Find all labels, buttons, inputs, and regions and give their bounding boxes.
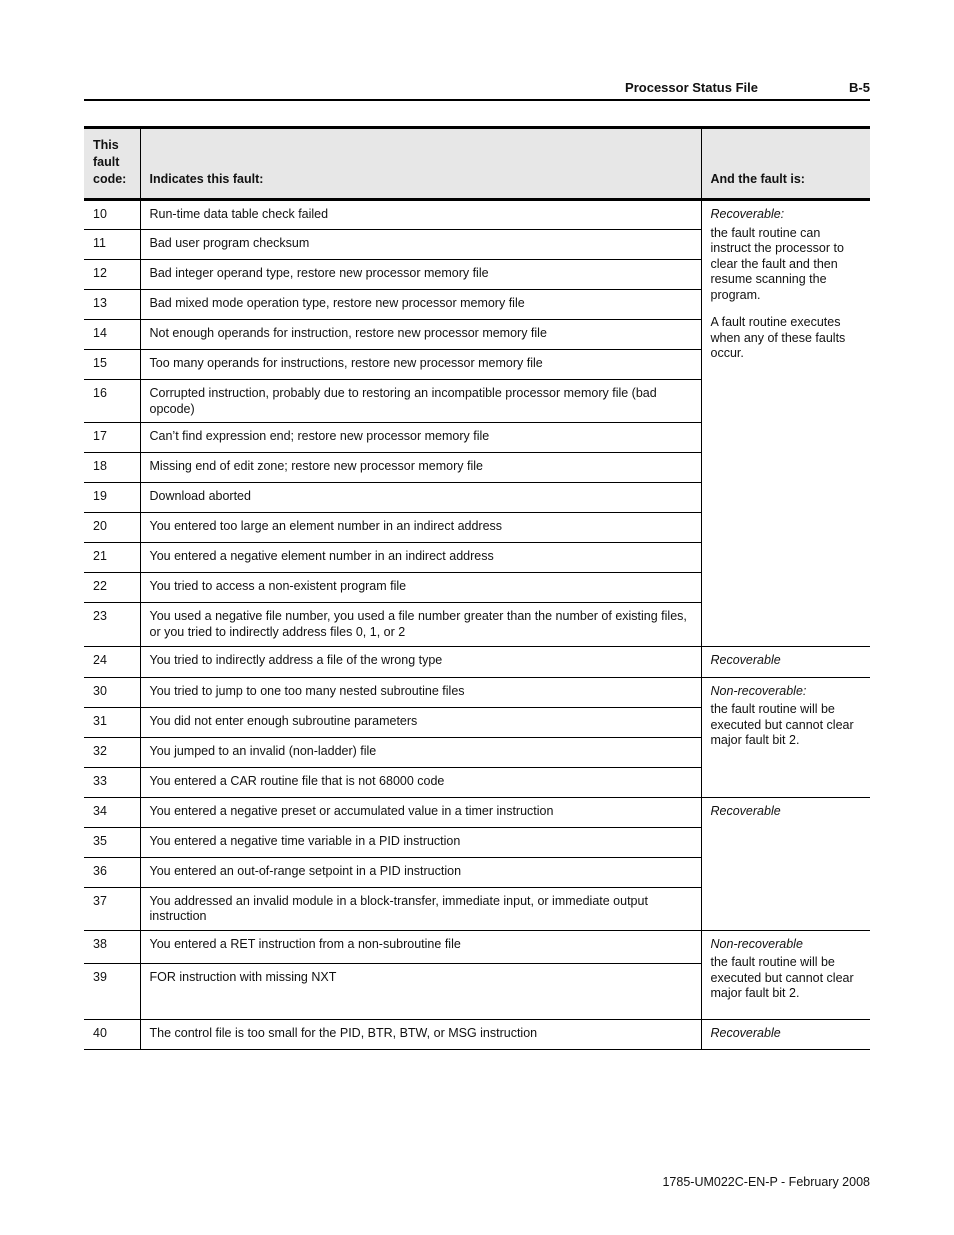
fault-description: You entered a negative element number in an indirect address	[140, 543, 701, 573]
table-row	[84, 1019, 870, 1050]
fault-description: You tried to jump to one too many nested subroutine files	[140, 677, 701, 707]
fault-code: 32	[84, 737, 140, 767]
fault-status	[701, 797, 870, 930]
fault-status-title: Recoverable	[710, 653, 781, 667]
fault-description: You entered a negative preset or accumulated value in a timer instruction	[140, 797, 701, 827]
fault-description: Bad user program checksum	[140, 230, 701, 260]
fault-description: You did not enter enough subroutine parameters	[140, 707, 701, 737]
fault-status-title: Recoverable:	[710, 207, 785, 221]
fault-description: You entered an out-of-range setpoint in a PID instruction	[140, 857, 701, 887]
fault-code: 21	[84, 543, 140, 573]
fault-code-table	[84, 126, 870, 1050]
fault-code: 23	[84, 603, 140, 647]
header-fault-description: Indicates this fault:	[140, 128, 701, 200]
fault-code: 36	[84, 857, 140, 887]
fault-code: 10	[84, 200, 140, 230]
fault-description: You entered a RET instruction from a non-subroutine file	[140, 930, 701, 963]
fault-description: Bad mixed mode operation type, restore new processor memory file	[140, 290, 701, 320]
fault-description: You entered a CAR routine file that is not 68000 code	[140, 767, 701, 797]
fault-description: The control file is too small for the PID, BTR, BTW, or MSG instruction	[140, 1019, 701, 1050]
fault-description: Corrupted instruction, probably due to restoring an incompatible processor memory file (bad opcode)	[140, 380, 701, 423]
fault-code: 37	[84, 887, 140, 930]
fault-status-note: A fault routine executes when any of these faults occur.	[710, 315, 846, 360]
fault-status	[701, 930, 870, 1019]
fault-description: You addressed an invalid module in a block-transfer, immediate input, or immediate output instruction	[140, 887, 701, 930]
fault-code: 12	[84, 260, 140, 290]
fault-description: FOR instruction with missing NXT	[140, 963, 701, 1019]
fault-code: 13	[84, 290, 140, 320]
table-row	[84, 200, 870, 230]
fault-code: 16	[84, 380, 140, 423]
header-fault-code: This fault code:	[84, 128, 140, 200]
fault-code: 38	[84, 930, 140, 963]
page-number: B-5	[849, 80, 870, 95]
fault-code: 22	[84, 573, 140, 603]
fault-code: 40	[84, 1019, 140, 1050]
header-fault-status: And the fault is:	[701, 128, 870, 200]
fault-status-title: Non-recoverable	[710, 936, 803, 951]
fault-status	[701, 200, 870, 647]
fault-code: 18	[84, 453, 140, 483]
table-header-row	[84, 128, 870, 200]
fault-description: You entered too large an element number in an indirect address	[140, 513, 701, 543]
fault-status-title: Recoverable	[710, 803, 781, 818]
fault-code: 39	[84, 963, 140, 1019]
fault-code: 30	[84, 677, 140, 707]
fault-status	[701, 1019, 870, 1050]
fault-code: 15	[84, 350, 140, 380]
fault-description: Can’t find expression end; restore new processor memory file	[140, 423, 701, 453]
fault-code: 11	[84, 230, 140, 260]
fault-code: 19	[84, 483, 140, 513]
fault-code: 17	[84, 423, 140, 453]
document-footer: 1785-UM022C-EN-P - February 2008	[662, 1175, 870, 1189]
page-header	[84, 80, 870, 96]
fault-code: 31	[84, 707, 140, 737]
fault-description: Too many operands for instructions, restore new processor memory file	[140, 350, 701, 380]
fault-code: 34	[84, 797, 140, 827]
fault-description: Download aborted	[140, 483, 701, 513]
fault-code: 33	[84, 767, 140, 797]
fault-description: You used a negative file number, you used a file number greater than the number of existing files, or you tried to indirectly address files 0, 1, or 2	[140, 603, 701, 647]
fault-code: 20	[84, 513, 140, 543]
table-row	[84, 647, 870, 678]
fault-status-title: Recoverable	[710, 1025, 781, 1040]
fault-status-description: the fault routine can instruct the processor to clear the fault and then resume scanning the program.	[710, 225, 844, 302]
fault-description: Missing end of edit zone; restore new processor memory file	[140, 453, 701, 483]
table-body	[84, 200, 870, 1050]
table-row	[84, 797, 870, 827]
fault-description: Run-time data table check failed	[140, 200, 701, 230]
fault-description: Bad integer operand type, restore new processor memory file	[140, 260, 701, 290]
section-title: Processor Status File	[625, 80, 758, 95]
fault-code: 14	[84, 320, 140, 350]
fault-status	[701, 677, 870, 797]
fault-code: 24	[84, 647, 140, 678]
fault-status-description: the fault routine will be executed but cannot clear major fault bit 2.	[710, 955, 854, 1000]
fault-description: Not enough operands for instruction, restore new processor memory file	[140, 320, 701, 350]
header-rule	[84, 99, 870, 101]
fault-description: You tried to access a non-existent program file	[140, 573, 701, 603]
fault-description: You tried to indirectly address a file of the wrong type	[140, 647, 701, 678]
fault-status-title: Non-recoverable:	[710, 683, 807, 698]
fault-description: You jumped to an invalid (non-ladder) file	[140, 737, 701, 767]
fault-status-description: the fault routine will be executed but cannot clear major fault bit 2.	[710, 702, 854, 747]
table-row	[84, 930, 870, 963]
table-row	[84, 677, 870, 707]
fault-status	[701, 647, 870, 678]
fault-code: 35	[84, 827, 140, 857]
fault-description: You entered a negative time variable in a PID instruction	[140, 827, 701, 857]
